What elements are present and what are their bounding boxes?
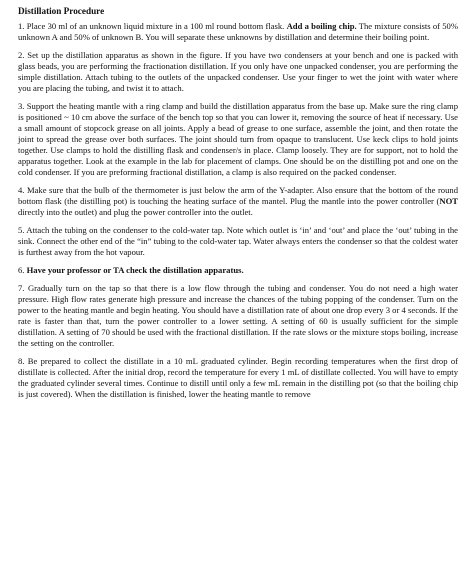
step-3 [18,101,458,177]
step-5 [18,225,458,258]
step-emphasis: Add a boiling chip. [286,20,357,31]
step-6 [18,265,458,276]
step-1 [18,21,458,43]
step-7 [18,283,458,348]
step-4 [18,185,458,218]
step-text: directly into the outlet) and plug the power controller into the outlet. [18,206,253,217]
step-text: 2. Set up the distillation apparatus as shown in the figure. If you have two condensers at your bench and one is packed with glass beads, you are performing the fractionation distillation. If you only have one unpacked condenser, you are performing the simple distillation. Attach tubing to the outlets of the unpacked condenser. Use your finger to wet the joint with water where you are placing the tubing, and twist it to attach. [18,50,458,93]
document-page [18,6,458,400]
step-text: 5. Attach the tubing on the condenser to the cold-water tap. Note which outlet is ‘in’ and ‘out’ and place the ‘out’ tubing in the sink. Connect the other end of the “in” tubing to the cold-water tap. Water always enters the condenser so that the coldest water is furthest away from the hot vapour. [18,224,458,257]
step-text: 7. Gradually turn on the tap so that there is a low flow through the tubing and condenser. You do not need a high water pressure. High flow rates generate high pressure and increase the chances of the tubing popping of the condenser. Turn on the power to the heating mantle and begin heating. You should have a distillation rate of about one drop every 3 or 4 seconds. If the rate is faster than that, turn the power controller to a lower setting. A setting of 60 is usually sufficient for the simple distillation. A setting of 70 should be used with the fractional distillation. If the rate slows or the mixture stops boiling, increase the setting on the controller. [18,283,458,348]
step-text: 3. Support the heating mantle with a ring clamp and build the distillation apparatus from the base up. Make sure the ring clamp is positioned ~ 10 cm above the surface of the bench top so that you can lower it, removing the source of heat if necessary. Use a small amount of stopcock grease on all joints. Apply a bead of grease to one surface, assemble the joint, and then rotate the joint to spread the grease over both surfaces. The joint should turn from opaque to translucent. Use keck clips to hold joints together. Use clamps to hold the distilling flask and condenser/s in place. Clamp loosely. They are for support, not to hold the apparatus together. Look at the example in the lab for placement of clamps. One should be on the distilling pot and one on the cold condenser. If you are preforming fractional distillation, a clamp is also required on the packed condenser. [18,101,458,177]
step-text: The mixture consists of 50% unknown A and 50% of unknown B. You will separate these unknowns by distillation and determine their boiling point. [18,20,459,42]
step-text: 1. Place 30 ml of an unknown liquid mixture in a 100 ml round bottom flask. [18,20,287,31]
step-emphasis: Have your professor or TA check the distillation apparatus. [26,265,244,276]
document-title: Distillation Procedure [18,6,105,16]
step-emphasis: NOT [439,195,458,206]
step-2 [18,50,458,94]
step-text: 6. [18,265,27,276]
step-text: 4. Make sure that the bulb of the thermometer is just below the arm of the Y-adapter. Also ensure that the bottom of the round bottom flask (the distilling pot) is touching the heating surface of the mantel. Plug the mantle into the power controller ( [18,184,458,206]
step-text: 8. Be prepared to collect the distillate in a 10 mL graduated cylinder. Begin recording temperatures when the first drop of distillate is collected. After the initial drop, record the temperature for every 1 mL of distillate collected. You will have to empty the graduated cylinder several times. Continue to distill until only a few mL remain in the distilling pot (so that the boiling chip is just covered). When the distillation is finished, lower the heating mantle to remove [18,356,458,399]
step-8 [18,356,458,400]
